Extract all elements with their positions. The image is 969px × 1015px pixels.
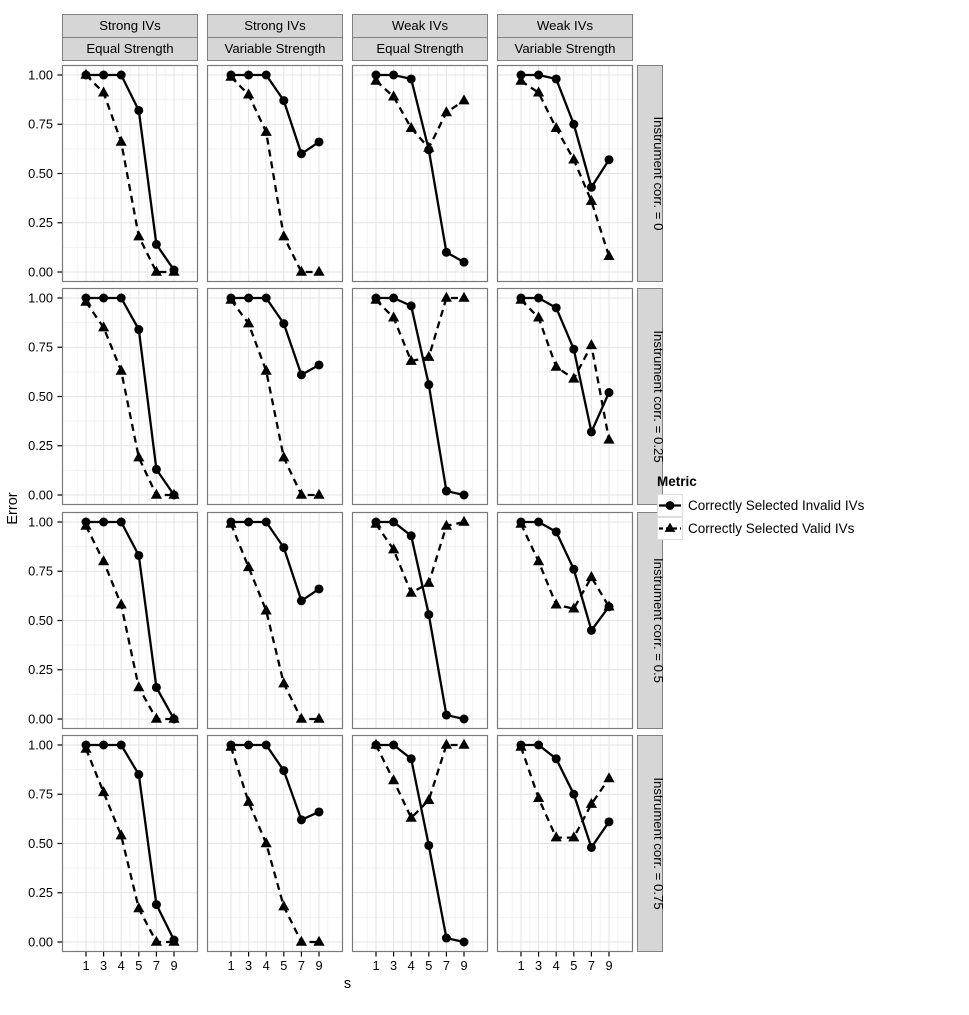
x-tick-label: 7 [297, 958, 305, 973]
marker-circle [587, 843, 596, 852]
y-tick-label: 0.25 [28, 662, 53, 678]
col-strip-bottom-label: Equal Strength [86, 41, 174, 56]
marker-circle [424, 610, 433, 619]
marker-circle [152, 465, 161, 474]
y-tick-label: 0.75 [28, 116, 53, 132]
marker-circle [460, 715, 469, 724]
marker-circle [99, 294, 108, 303]
panel-r3c2 [352, 735, 488, 952]
marker-circle [587, 183, 596, 192]
marker-circle [605, 388, 614, 397]
row-strip-0 [638, 66, 667, 282]
x-tick-label: 7 [442, 958, 450, 973]
col-strip-1 [208, 15, 343, 61]
y-tick-label: 0.50 [28, 388, 53, 404]
x-tick-label: 4 [262, 958, 270, 973]
marker-circle [134, 106, 143, 115]
marker-circle [389, 71, 398, 80]
marker-circle [460, 258, 469, 267]
y-tick-label: 1.00 [28, 737, 53, 753]
y-tick-label: 1.00 [28, 67, 53, 83]
panel-r1c3 [497, 288, 633, 505]
x-tick-label: 5 [570, 958, 578, 973]
marker-circle [99, 71, 108, 80]
x-tick-label: 4 [117, 958, 125, 973]
x-tick-label: 9 [605, 958, 613, 973]
x-tick-label: 3 [390, 958, 398, 973]
legend-key-dashed-triangle-icon [657, 517, 683, 540]
y-tick-label: 1.00 [28, 290, 53, 306]
marker-circle [315, 584, 324, 593]
col-strip-bottom-label: Variable Strength [514, 41, 616, 56]
marker-circle [407, 301, 416, 310]
marker-circle [407, 754, 416, 763]
marker-circle [262, 71, 271, 80]
marker-circle [552, 74, 561, 83]
col-strip-top-label: Strong IVs [244, 18, 306, 33]
marker-circle [152, 683, 161, 692]
y-tick-label: 0.25 [28, 215, 53, 231]
marker-circle [389, 741, 398, 750]
legend-item-label: Correctly Selected Invalid IVs [688, 497, 865, 513]
row-strip-label: Instrument corr. = 0.5 [651, 558, 666, 683]
marker-circle [534, 741, 543, 750]
y-tick-label: 0.25 [28, 885, 53, 901]
marker-circle [244, 518, 253, 527]
x-tick-label: 9 [460, 958, 468, 973]
marker-circle [297, 596, 306, 605]
marker-circle [552, 527, 561, 536]
marker-circle [460, 491, 469, 500]
marker-circle [534, 71, 543, 80]
legend-item-invalid-ivs [657, 494, 962, 516]
x-tick-label: 5 [280, 958, 288, 973]
row-strip-2 [638, 513, 667, 729]
panel-r0c2 [352, 65, 488, 282]
y-tick-label: 0.75 [28, 786, 53, 802]
col-strip-bottom-label: Equal Strength [376, 41, 464, 56]
x-tick-label: 7 [152, 958, 160, 973]
y-axis-title: Error [5, 492, 21, 525]
marker-circle [569, 565, 578, 574]
x-tick-label: 1 [372, 958, 380, 973]
x-tick-label: 4 [407, 958, 415, 973]
x-tick-label: 5 [135, 958, 143, 973]
marker-circle [587, 427, 596, 436]
marker-circle [569, 120, 578, 129]
marker-circle [152, 240, 161, 249]
marker-circle [552, 303, 561, 312]
panel-r1c0 [62, 288, 198, 505]
row-strip-1 [638, 289, 667, 505]
row-strip-label: Instrument corr. = 0 [651, 116, 666, 231]
x-tick-label: 1 [517, 958, 525, 973]
col-strip-0 [63, 15, 198, 61]
legend-title: Metric [657, 474, 697, 489]
x-tick-label: 3 [535, 958, 543, 973]
col-strip-3 [498, 15, 633, 61]
x-tick-label: 3 [245, 958, 253, 973]
x-tick-label: 1 [227, 958, 235, 973]
y-tick-label: 0.25 [28, 438, 53, 454]
legend [657, 474, 962, 540]
y-tick-label: 0.75 [28, 563, 53, 579]
marker-circle [534, 518, 543, 527]
x-tick-label: 7 [587, 958, 595, 973]
marker-circle [407, 531, 416, 540]
col-strip-bottom-label: Variable Strength [224, 41, 326, 56]
marker-circle [279, 319, 288, 328]
legend-key-solid-circle-icon [657, 494, 683, 517]
marker-circle [262, 518, 271, 527]
marker-circle [99, 518, 108, 527]
marker-circle [442, 711, 451, 720]
legend-item-valid-ivs [657, 517, 962, 539]
marker-circle [442, 934, 451, 943]
marker-circle [279, 96, 288, 105]
row-strip-label: Instrument corr. = 0.75 [651, 777, 666, 910]
marker-circle [315, 137, 324, 146]
panel-r1c2 [352, 288, 488, 505]
marker-circle [605, 155, 614, 164]
marker-circle [279, 766, 288, 775]
col-strip-top-label: Weak IVs [536, 18, 594, 33]
marker-circle [297, 370, 306, 379]
marker-circle [424, 841, 433, 850]
y-tick-label: 0.50 [28, 165, 53, 181]
marker-circle [569, 790, 578, 799]
marker-circle [152, 900, 161, 909]
y-tick-label: 0.50 [28, 612, 53, 628]
marker-circle [134, 325, 143, 334]
marker-circle [99, 741, 108, 750]
marker-circle [587, 626, 596, 635]
panel-r0c0 [62, 65, 198, 282]
marker-circle [534, 294, 543, 303]
marker-circle [134, 770, 143, 779]
x-axis [82, 952, 612, 973]
row-strip-label: Instrument corr. = 0.25 [651, 330, 666, 463]
marker-circle [262, 294, 271, 303]
marker-circle [117, 741, 126, 750]
marker-circle [297, 815, 306, 824]
y-tick-label: 0.00 [28, 934, 53, 950]
marker-circle [244, 294, 253, 303]
y-tick-label: 0.50 [28, 835, 53, 851]
marker-circle [297, 149, 306, 158]
y-tick-label: 0.00 [28, 487, 53, 503]
col-strip-2 [353, 15, 488, 61]
marker-circle [605, 817, 614, 826]
marker-circle [244, 741, 253, 750]
panel-r2c2 [352, 512, 488, 729]
x-tick-label: 9 [315, 958, 323, 973]
marker-circle [442, 487, 451, 496]
marker-circle [117, 294, 126, 303]
y-tick-label: 0.00 [28, 264, 53, 280]
y-axis [28, 67, 62, 949]
marker-circle [552, 754, 561, 763]
x-axis-title: s [343, 976, 352, 992]
panel-r0c3 [497, 65, 633, 282]
x-tick-label: 3 [100, 958, 108, 973]
x-tick-label: 5 [425, 958, 433, 973]
marker-circle [442, 248, 451, 257]
x-tick-label: 4 [552, 958, 560, 973]
col-strip-top-label: Weak IVs [391, 18, 449, 33]
panel-r2c3 [497, 512, 633, 729]
marker-circle [244, 71, 253, 80]
y-tick-label: 0.75 [28, 339, 53, 355]
panel-r1c1 [207, 288, 343, 505]
y-tick-label: 0.00 [28, 711, 53, 727]
marker-circle [315, 807, 324, 816]
marker-circle [315, 360, 324, 369]
marker-circle [134, 551, 143, 560]
panel-r3c1 [207, 735, 343, 952]
marker-circle [424, 380, 433, 389]
marker-circle [262, 741, 271, 750]
panel-r2c1 [207, 512, 343, 729]
marker-circle [407, 74, 416, 83]
marker-circle [117, 518, 126, 527]
marker-circle [389, 518, 398, 527]
marker-circle [117, 71, 126, 80]
marker-circle [569, 345, 578, 354]
panel-r2c0 [62, 512, 198, 729]
legend-item-label: Correctly Selected Valid IVs [688, 520, 855, 536]
panel-r3c0 [62, 735, 198, 952]
col-strip-top-label: Strong IVs [99, 18, 161, 33]
marker-circle [389, 294, 398, 303]
row-strip-3 [638, 736, 667, 952]
marker-circle [460, 938, 469, 947]
y-tick-label: 1.00 [28, 514, 53, 530]
x-tick-label: 1 [82, 958, 90, 973]
x-tick-label: 9 [170, 958, 178, 973]
panel-r0c1 [207, 65, 343, 282]
marker-circle [279, 543, 288, 552]
panel-r3c3 [497, 735, 633, 952]
